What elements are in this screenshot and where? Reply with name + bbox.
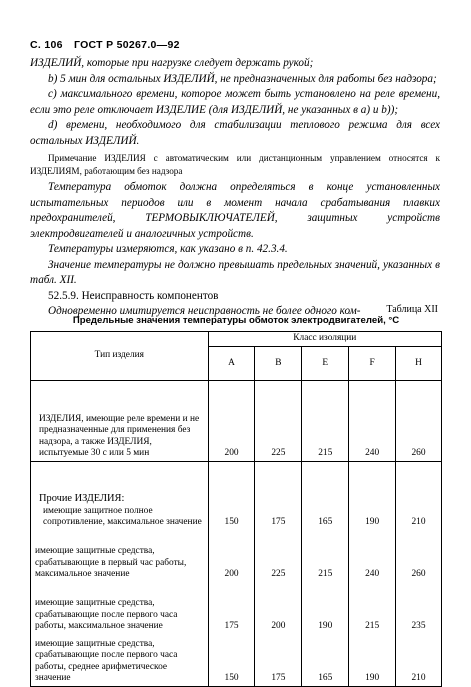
class-a: А <box>208 347 255 381</box>
table-row <box>31 582 442 634</box>
paragraph-4: d) времени, необходимого для стабилизации теплового режима для всех остальных ИЗДЕЛИЙ. <box>30 119 440 147</box>
cell-value: 200 <box>208 530 255 582</box>
cell-value: 200 <box>208 381 255 462</box>
temperature-table <box>30 331 442 687</box>
cell-value: 215 <box>302 381 349 462</box>
paragraph-7: Значение температуры не должно превышать предельных значений, указанных в табл. XII. <box>30 258 440 286</box>
cell-value: 150 <box>208 634 255 687</box>
cell-value: 235 <box>396 582 442 634</box>
class-b: В <box>255 347 302 381</box>
paragraph-2: b) 5 мин для остальных ИЗДЕЛИЙ, не предназначенных для работы без надзора; <box>48 72 437 85</box>
cell-value: 165 <box>302 462 349 531</box>
row-description: имеющие защитные средства, срабатывающие после первого часа работы, максимальное значение <box>31 582 209 634</box>
cell-value: 260 <box>396 381 442 462</box>
row-description: ИЗДЕЛИЯ, имеющие реле времени и не предназначенные для применения без надзора, а также ИЗДЕЛИЯ, испытуемые 30 с или 5 мин <box>31 381 209 462</box>
page-number: С. 106 <box>30 39 63 51</box>
section-heading: 52.5.9. Неисправность компонентов <box>48 289 219 302</box>
row-description: имеющие защитные средства, срабатывающие в первый час работы, максимальное значение <box>31 530 209 582</box>
cell-value: 190 <box>349 462 396 531</box>
paragraph-3: c) максимального времени, которое может быть установлено на реле времени, если это реле отключает ИЗДЕЛИЕ (для ИЗДЕЛИЙ, не указанных в a) и b)); <box>30 88 440 116</box>
col-type-header: Тип изделия <box>31 332 209 381</box>
table-label: Таблица XII <box>386 304 438 315</box>
table-row <box>31 530 442 582</box>
cell-value: 190 <box>349 634 396 687</box>
paragraph-6: Температуры измеряются, как указано в п. 42.3.4. <box>48 243 288 255</box>
other-heading: Прочие ИЗДЕЛИЯ: <box>39 493 125 505</box>
class-h: Н <box>396 347 442 381</box>
cell-value: 150 <box>208 462 255 531</box>
table-header-row <box>31 332 442 347</box>
cell-value: 175 <box>208 582 255 634</box>
cell-value: 210 <box>396 634 442 687</box>
table-row <box>31 462 442 531</box>
paragraph-1: ИЗДЕЛИЙ, которые при нагрузке следует держать рукой; <box>30 57 314 69</box>
cell-value: 215 <box>349 582 396 634</box>
cell-value: 190 <box>302 582 349 634</box>
row-description: имеющие защитное полное сопротивление, максимальное значение <box>43 505 202 527</box>
cell-value: 240 <box>349 530 396 582</box>
cell-value: 225 <box>255 530 302 582</box>
page-header <box>30 39 188 51</box>
table-title: Предельные значения температуры обмоток электродвигателей, °С <box>72 315 400 326</box>
note: Примечание ИЗДЕЛИЯ с автоматическим или дистанционным управлением относятся к ИЗДЕЛИЯМ, работающим без надзора <box>30 153 440 176</box>
cell-value: 175 <box>255 462 302 531</box>
class-f: F <box>349 347 396 381</box>
cell-value: 210 <box>396 462 442 531</box>
paragraph-8: Одновременно имитируется неисправность не более одного ком- <box>48 305 361 317</box>
cell-value: 200 <box>255 582 302 634</box>
row-description: имеющие защитные средства, срабатывающие после первого часа работы, среднее арифметическое значение <box>31 634 209 687</box>
cell-value: 240 <box>349 381 396 462</box>
cell-value: 165 <box>302 634 349 687</box>
col-class-header: Класс изоляции <box>208 332 441 347</box>
table-row <box>31 381 442 462</box>
cell-value: 225 <box>255 381 302 462</box>
cell-value: 175 <box>255 634 302 687</box>
table-row <box>31 634 442 687</box>
document-body <box>30 56 440 320</box>
paragraph-5: Температура обмоток должна определяться в конце установленных испытательных периодов или в момент начала срабатывания плавких предохранителей, ТЕРМОВЫКЛЮЧАТЕЛЕЙ, защитных устройств электродвигателей и аналогичных устройств. <box>30 181 440 240</box>
standard-code: ГОСТ Р 50267.0—92 <box>73 39 180 51</box>
cell-value: 260 <box>396 530 442 582</box>
class-e: Е <box>302 347 349 381</box>
cell-value: 215 <box>302 530 349 582</box>
